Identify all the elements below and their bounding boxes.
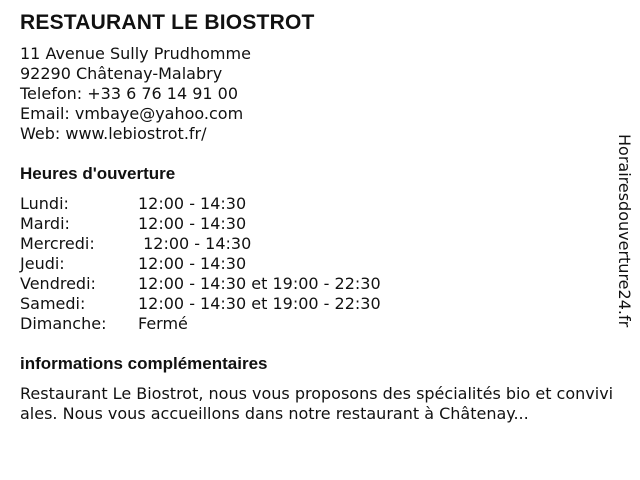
- hours-day: Jeudi:: [20, 254, 65, 273]
- hours-row-thursday: [20, 254, 381, 274]
- hours-row-wednesday: [20, 234, 381, 254]
- city-address: 92290 Châtenay-Malabry: [20, 64, 223, 83]
- hours-time: 12:00 - 14:30: [138, 254, 247, 273]
- phone-line: Telefon: +33 6 76 14 91 00: [20, 84, 239, 103]
- hours-day: Dimanche:: [20, 314, 107, 333]
- web-line: Web: www.lebiostrot.fr/: [20, 124, 207, 143]
- hours-row-sunday: [20, 314, 381, 334]
- hours-time: 12:00 - 14:30: [138, 214, 247, 233]
- hours-day: Samedi:: [20, 294, 86, 313]
- email-line: Email: vmbaye@yahoo.com: [20, 104, 244, 123]
- hours-time: 12:00 - 14:30: [138, 234, 252, 253]
- hours-time: Fermé: [138, 314, 188, 333]
- hours-day: Mercredi:: [20, 234, 95, 253]
- opening-hours-table: [20, 194, 381, 334]
- hours-row-friday: [20, 274, 381, 294]
- site-watermark: [612, 134, 634, 344]
- additional-info-heading: informations complémentaires: [20, 354, 268, 373]
- restaurant-name: RESTAURANT LE BIOSTROT: [20, 11, 315, 34]
- hours-day: Vendredi:: [20, 274, 96, 293]
- hours-time: 12:00 - 14:30: [138, 194, 247, 213]
- watermark-text: Horairesdouverture24.fr: [615, 134, 634, 328]
- hours-time: 12:00 - 14:30 et 19:00 - 22:30: [138, 274, 381, 293]
- opening-hours-heading: Heures d'ouverture: [20, 164, 176, 183]
- street-address: 11 Avenue Sully Prudhomme: [20, 44, 251, 63]
- hours-time: 12:00 - 14:30 et 19:00 - 22:30: [138, 294, 381, 313]
- hours-row-tuesday: [20, 214, 381, 234]
- hours-row-saturday: [20, 294, 381, 314]
- hours-day: Lundi:: [20, 194, 69, 213]
- address-block: [20, 44, 251, 144]
- hours-day: Mardi:: [20, 214, 70, 233]
- restaurant-description: Restaurant Le Biostrot, nous vous proposons des spécialités bio et conviviales. Nous vous accueillons dans notre restaurant à Châtenay...: [20, 384, 614, 423]
- hours-row-monday: [20, 194, 381, 214]
